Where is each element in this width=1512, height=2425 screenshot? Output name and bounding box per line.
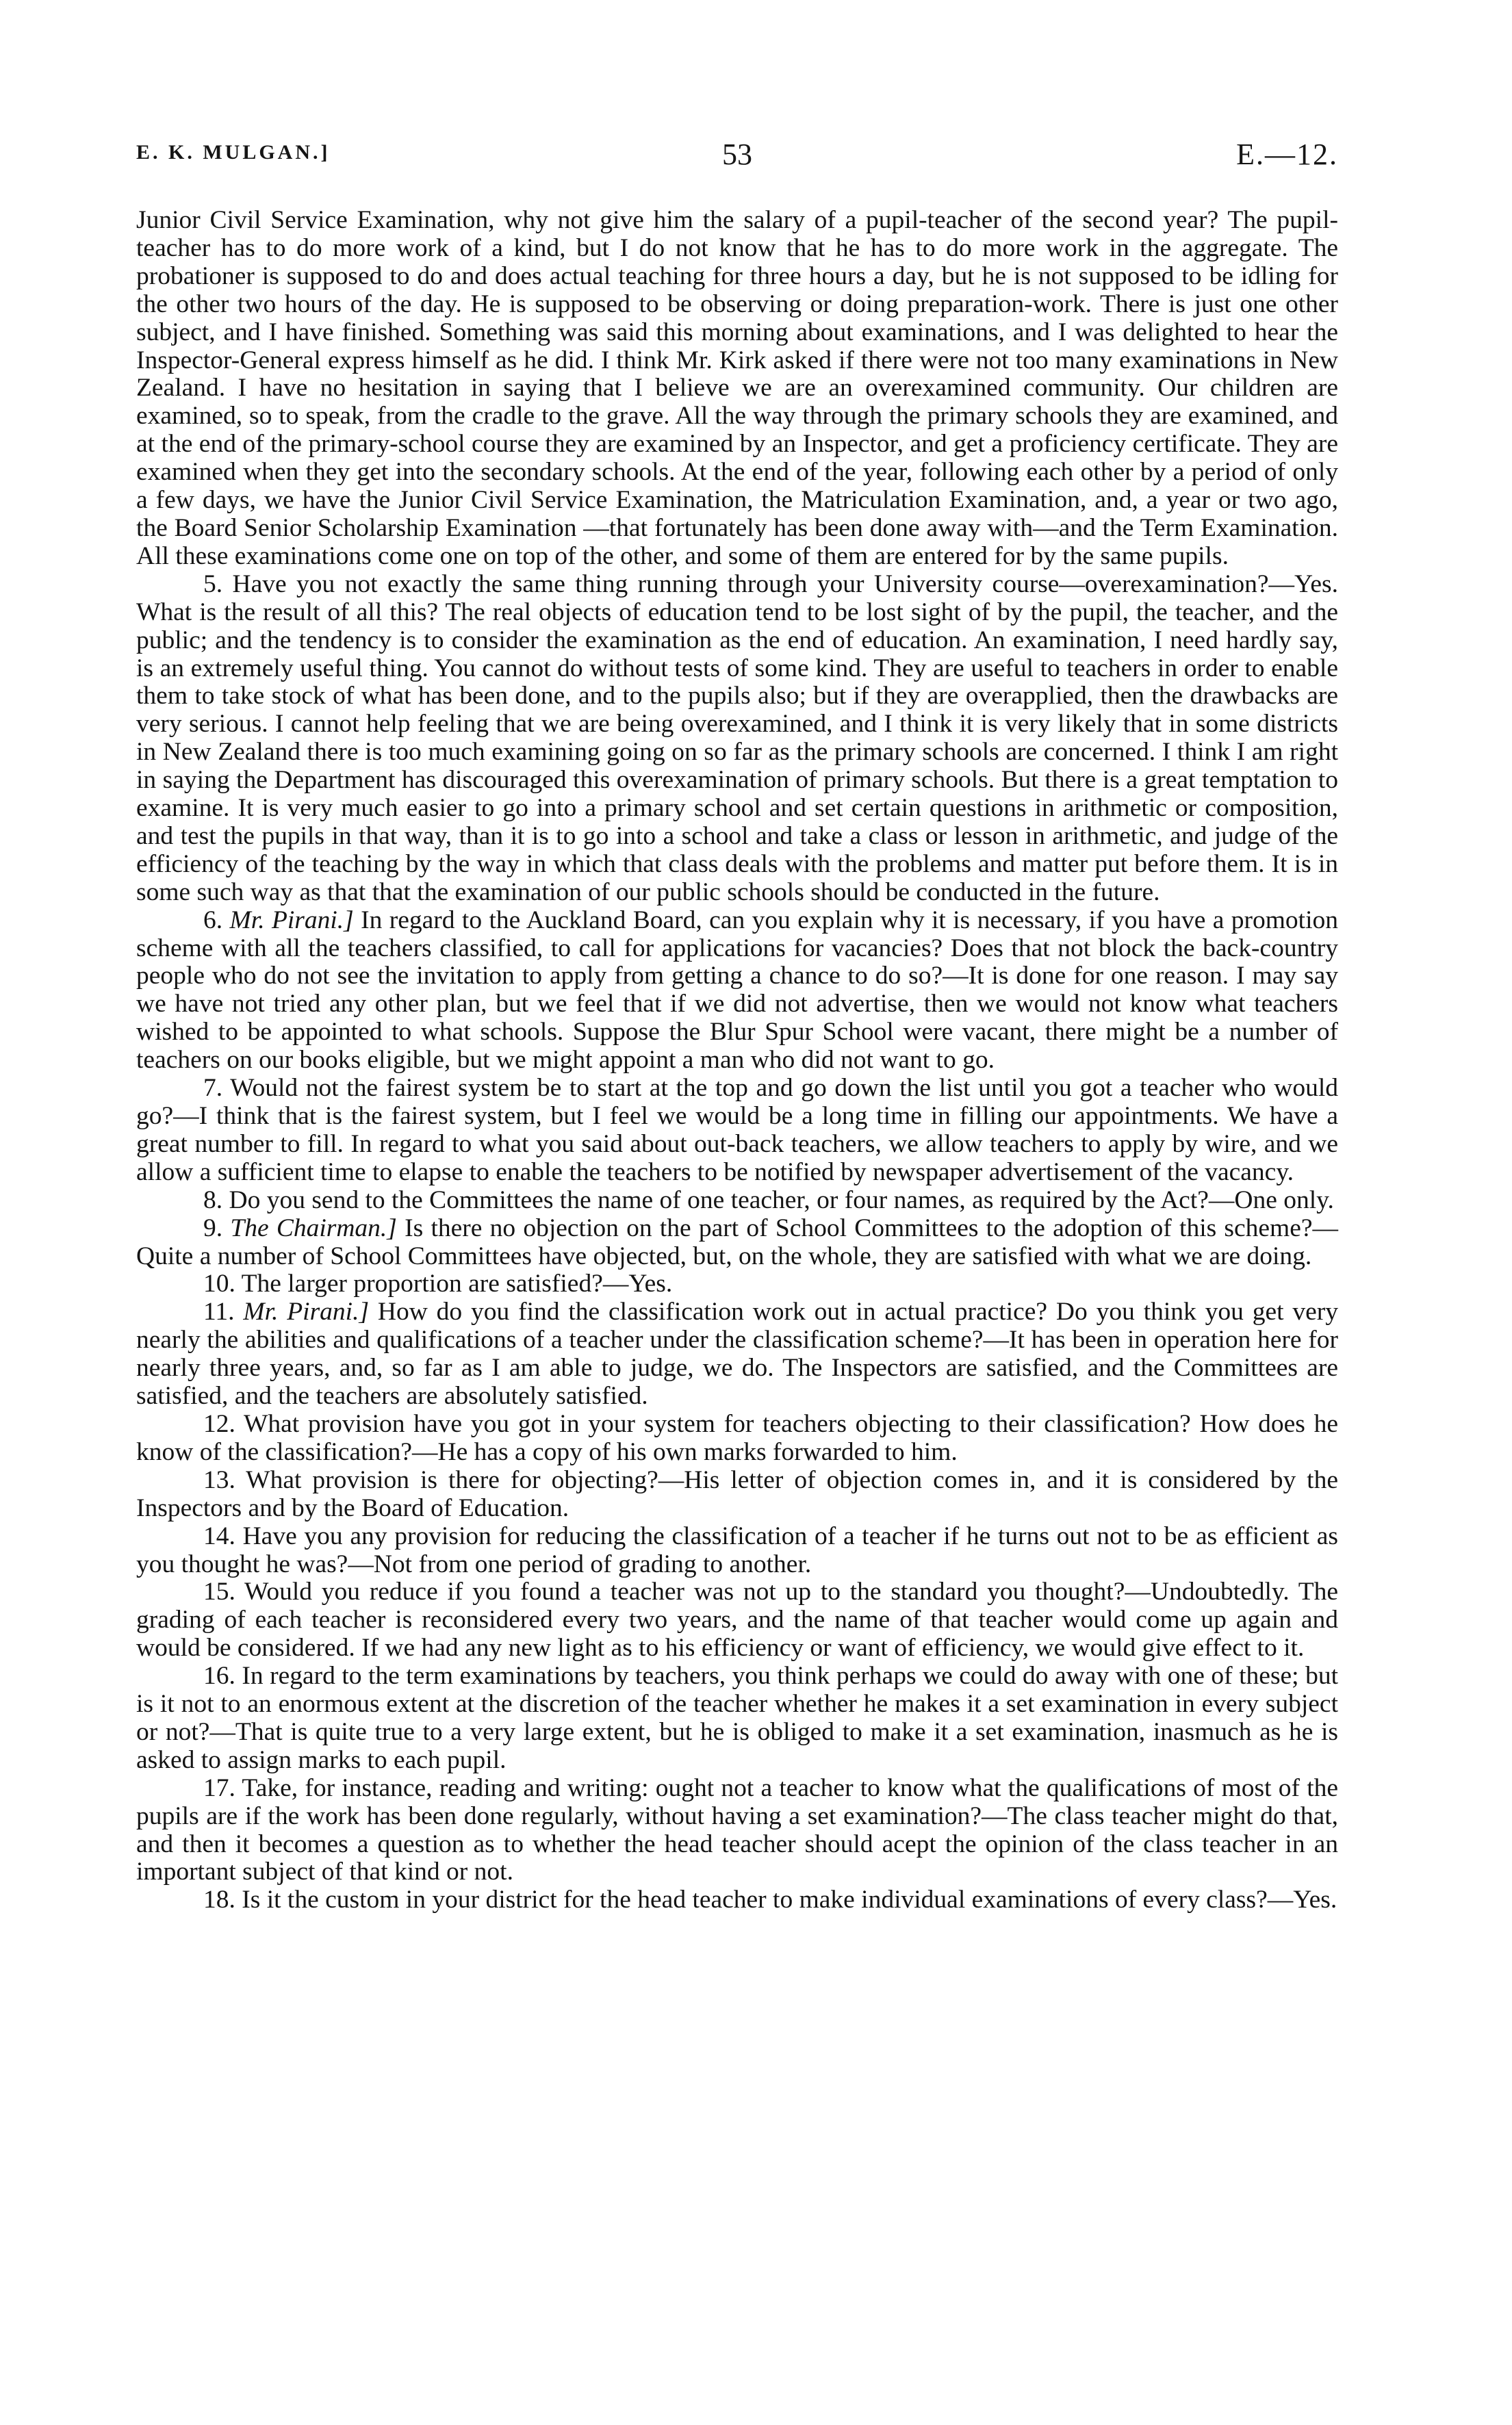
paragraph-text: Take, for instance, reading and writing: ought not a teacher to know what the qualifications of most of the pupils are if the work has been done regularly, without having a set examination?—The class teacher might do that, and then it becomes a question as to whether the head teacher should acept the opinion of the class teacher in an important subject of that kind or not. — [136, 1773, 1339, 1886]
question-number: 8. — [203, 1185, 223, 1214]
page-header — [136, 137, 1338, 178]
paragraph — [136, 1270, 1338, 1298]
paragraph-text: Would you reduce if you found a teacher was not up to the standard you thought?—Undoubtedly. The grading of each teacher is reconsidered every two years, and the name of that teacher would come up again and would be considered. If we had any new light as to his efficiency or want of efficiency, we would give effect to it. — [136, 1578, 1338, 1663]
speaker-label: Mr. Pirani.] — [229, 906, 354, 934]
paragraph-text: Is it the custom in your district for the head teacher to make individual examinations of every class?—Yes. — [242, 1886, 1337, 1914]
question-number: 7. — [203, 1074, 223, 1103]
question-number: 12. — [203, 1409, 235, 1438]
question-number: 6. — [203, 906, 223, 934]
page-body — [136, 207, 1338, 1914]
paragraph-text: How do you find the classification work out in actual practice? Do you think you get very nearly the abilities and qualifications of a teacher under the classification scheme?—It has been in operation here for nearly three years, and, so far as I am able to judge, we do. The Inspectors are satisfied, and the Committees are satisfied, and the teachers are absolutely satisfied. — [136, 1298, 1339, 1411]
paragraph — [136, 1215, 1338, 1271]
question-number: 5. — [203, 569, 223, 598]
paragraph-text: In regard to the term examinations by teachers, you think perhaps we could do away with one of these; but is it not to an enormous extent at the discretion of the teacher whether he makes it a set examination in every subject or not?—That is quite true to a very large extent, but he is obliged to make it a set examination, inasmuch as he is asked to assign marks to each pupil. — [136, 1662, 1339, 1774]
paragraph — [136, 1467, 1338, 1523]
paragraph — [136, 1663, 1338, 1775]
page-number: 53 — [722, 138, 752, 171]
paragraph-text: Have you any provision for reducing the classification of a teacher if he turns out not to be as efficient as you thought he was?—Not from one period of grading to another. — [136, 1522, 1339, 1578]
question-number: 14. — [203, 1522, 235, 1550]
question-number: 16. — [203, 1662, 235, 1691]
question-number: 11. — [203, 1298, 235, 1326]
speaker-label: Mr. Pirani.] — [243, 1298, 370, 1326]
paragraph — [136, 1775, 1338, 1887]
paragraph-text: Is there no objection on the part of School Committees to the adoption of this scheme?—Quite a number of School Committees have objected, but, on the whole, they are satisfied with what we are doing. — [136, 1214, 1339, 1270]
paragraph-text: Have you not exactly the same thing running through your University course—overexamination?—Yes. What is the result of all this? The real objects of education tend to be lost sight of by the pupil, the teacher, and the public; and the tendency is to consider the examination as the end of education. An examination, I need hardly say, is an extremely useful thing. You cannot do without tests of some kind. They are useful to teachers in order to enable them to take stock of what has been done, and to the pupils also; but if they are overapplied, then the drawbacks are very serious. I cannot help feeling that we are being overexamined, and I think it is very likely that in some districts in New Zealand there is too much examining going on so far as the primary schools are concerned. I think I am right in saying the Department has discouraged this overexamination of primary schools. But there is a great temptation to examine. It is very much easier to go into a primary school and set certain questions in arithmetic or composition, and test the pupils in that way, than it is to go into a school and take a class or lesson in arithmetic, and judge of the efficiency of the teaching by the way in which that class deals with the problems and matter put before them. It is in some such way as that that the examination of our public schools should be conducted in the future. — [136, 569, 1339, 906]
paragraph — [136, 1075, 1338, 1187]
paragraph — [136, 1523, 1338, 1579]
speaker-label: The Chairman.] — [230, 1214, 397, 1242]
paragraph — [136, 1886, 1338, 1914]
question-number: 10. — [203, 1270, 235, 1298]
question-number: 15. — [203, 1578, 235, 1606]
paragraph-text: What provision have you got in your system for teachers objecting to their classification? How does he know of the classification?—He has a copy of his own marks forwarded to him. — [136, 1409, 1338, 1466]
paragraph — [136, 907, 1338, 1075]
paragraph — [136, 207, 1338, 571]
paragraph — [136, 1298, 1338, 1411]
question-number: 13. — [203, 1465, 235, 1494]
paragraph-text: The larger proportion are satisfied?—Yes. — [241, 1270, 673, 1298]
header-paper-reference: E.—12. — [1236, 138, 1338, 171]
paragraph-text: Do you send to the Committees the name of one teacher, or four names, as required by the Act?—One only. — [229, 1185, 1334, 1214]
paragraph-text: What provision is there for objecting?—His letter of objection comes in, and it is considered by the Inspectors and by the Board of Education. — [136, 1465, 1338, 1522]
paragraph — [136, 571, 1338, 907]
header-witness-name: E. K. MULGAN.] — [136, 141, 331, 164]
question-number: 17. — [203, 1773, 235, 1802]
paragraph-text: Junior Civil Service Examination, why not give him the salary of a pupil-teacher of the second year? The pupil-teacher has to do more work of a kind, but I do not know that he has to do more work in the aggregate. The probationer is supposed to do and does actual teaching for three hours a day, but he is not supposed to be idling for the other two hours of the day. He is supposed to be observing or doing preparation-work. There is just one other subject, and I have finished. Something was said this morning about examinations, and I was delighted to hear the Inspector-General express himself as he did. I think Mr. Kirk asked if there were not too many examinations in New Zealand. I have no hesitation in saying that I believe we are an overexamined community. Our children are examined, so to speak, from the cradle to the grave. All the way through the primary schools they are examined, and at the end of the primary-school course they are examined by an Inspector, and get a proficiency certificate. They are examined when they get into the secondary schools. At the end of the year, following each other by a period of only a few days, we have the Junior Civil Service Examination, the Matriculation Examination, and, a year or two ago, the Board Senior Scholarship Examination —that fortunately has been done away with—and the Term Examination. All these examinations come one on top of the other, and some of them are entered for by the same pupils. — [136, 206, 1338, 570]
paragraph — [136, 1578, 1338, 1663]
question-number: 9. — [203, 1214, 223, 1242]
paragraph — [136, 1187, 1338, 1215]
paragraph-text: In regard to the Auckland Board, can you explain why it is necessary, if you have a promotion scheme with all the teachers classified, to call for applications for vacancies? Does that not block the back-country people who do not see the invitation to apply from getting a chance to do so?—It is done for one reason. I may say we have not tried any other plan, but we feel that if we did not advertise, then we would not know what teachers wished to be appointed to what schools. Suppose the Blur Spur School were vacant, there might be a number of teachers on our books eligible, but we might appoint a man who did not want to go. — [136, 906, 1339, 1075]
paragraph — [136, 1411, 1338, 1467]
question-number: 18. — [203, 1886, 235, 1914]
paragraph-text: Would not the fairest system be to start at the top and go down the list until you got a teacher who would go?—I think that is the fairest system, but I feel we would be a long time in filling our appointments. We have a great number to fill. In regard to what you said about out-back teachers, we allow teachers to apply by wire, and we allow a sufficient time to elapse to enable the teachers to be notified by newspaper advertisement of the vacancy. — [136, 1074, 1338, 1186]
